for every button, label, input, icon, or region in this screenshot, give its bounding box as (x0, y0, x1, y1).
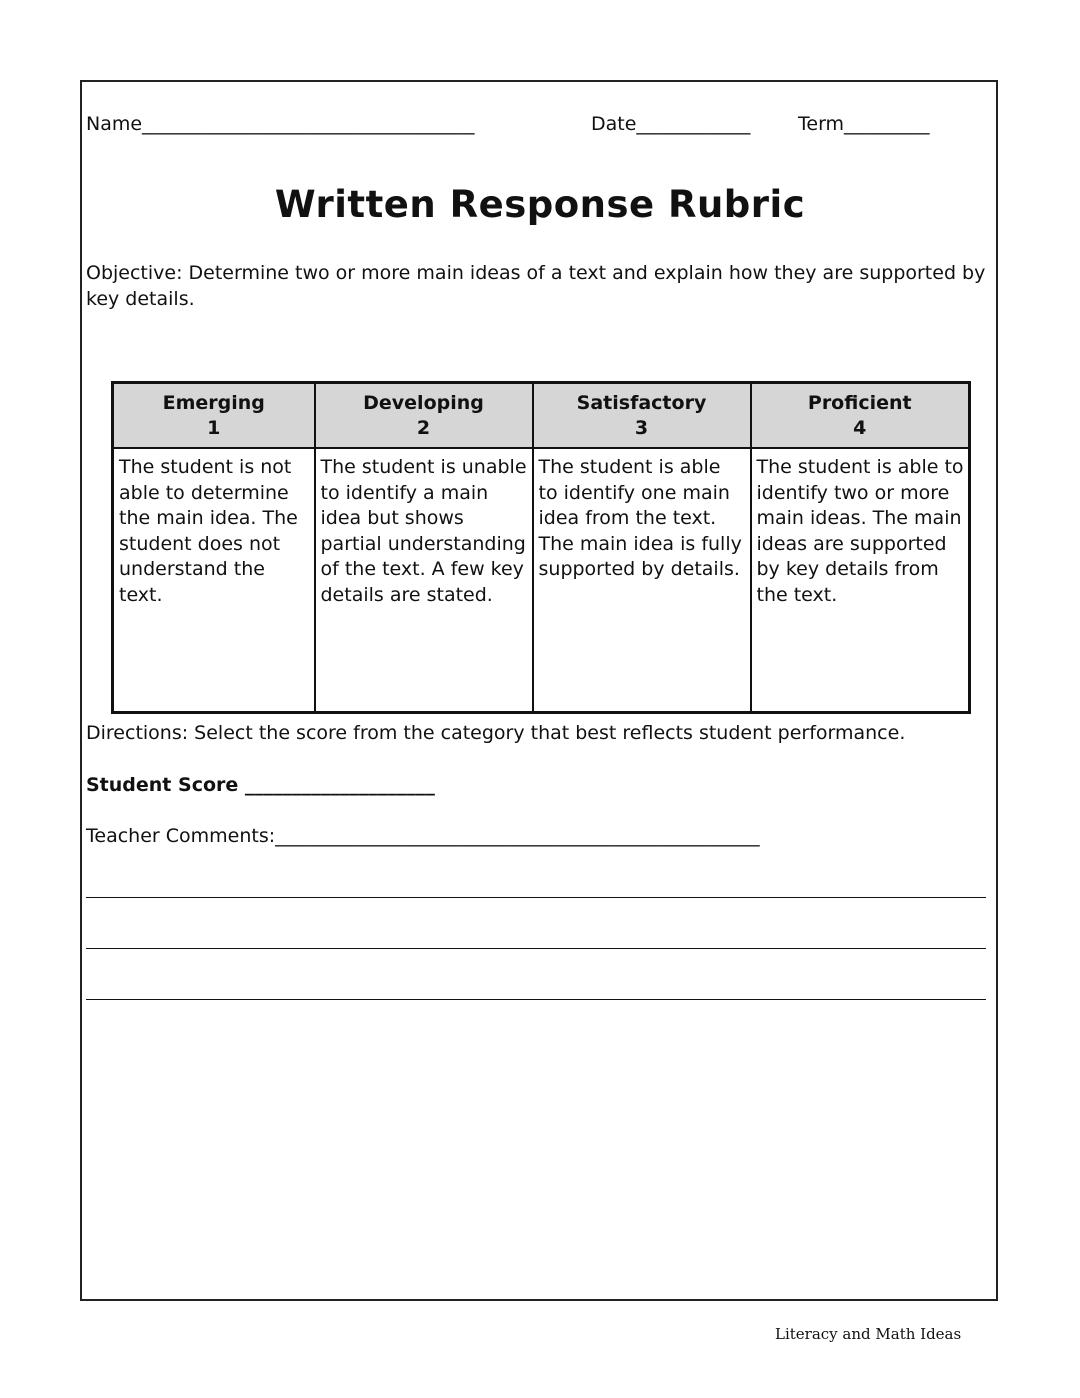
rubric-cell-developing: The student is unable to identify a main idea but shows partial understanding of the text. A few key details are stated. (315, 448, 533, 713)
footer-credit: Literacy and Math Ideas (775, 1325, 962, 1343)
student-score-field[interactable]: Student Score ____________________ (86, 774, 435, 796)
level-score: 3 (634, 416, 649, 439)
level-name: Satisfactory (576, 391, 707, 414)
term-field[interactable]: Term_________ (798, 113, 930, 135)
rubric-description-row (113, 448, 970, 713)
comment-line[interactable] (86, 948, 986, 949)
date-field[interactable]: Date____________ (591, 113, 751, 135)
page-title: Written Response Rubric (274, 183, 806, 226)
rubric-header-satisfactory (533, 383, 751, 449)
directions-text: Directions: Select the score from the category that best reflects student performance. (86, 722, 906, 744)
level-name: Emerging (162, 391, 265, 414)
comment-line[interactable] (86, 897, 986, 898)
level-score: 1 (207, 416, 221, 439)
comment-line[interactable] (86, 999, 986, 1000)
rubric-header-row (113, 383, 970, 449)
rubric-cell-proficient: The student is able to identify two or more main ideas. The main ideas are supported by key details from the text. (751, 448, 970, 713)
name-field[interactable]: Name___________________________________ (86, 113, 475, 135)
objective-text: Objective: Determine two or more main ideas of a text and explain how they are supported by key details. (86, 262, 986, 310)
rubric-header-proficient (751, 383, 970, 449)
level-name: Proficient (807, 391, 912, 414)
level-score: 4 (853, 416, 867, 439)
level-score: 2 (416, 416, 431, 439)
rubric-cell-emerging: The student is not able to determine the main idea. The student does not understand the text. (113, 448, 315, 713)
rubric-header-emerging (113, 383, 315, 449)
level-name: Developing (363, 391, 484, 414)
rubric-header-developing (315, 383, 533, 449)
teacher-comments-field[interactable]: Teacher Comments:___________________________________________________ (86, 825, 760, 847)
rubric-cell-satisfactory: The student is able to identify one main idea from the text. The main idea is fully supported by details. (533, 448, 751, 713)
rubric-table (111, 381, 971, 714)
